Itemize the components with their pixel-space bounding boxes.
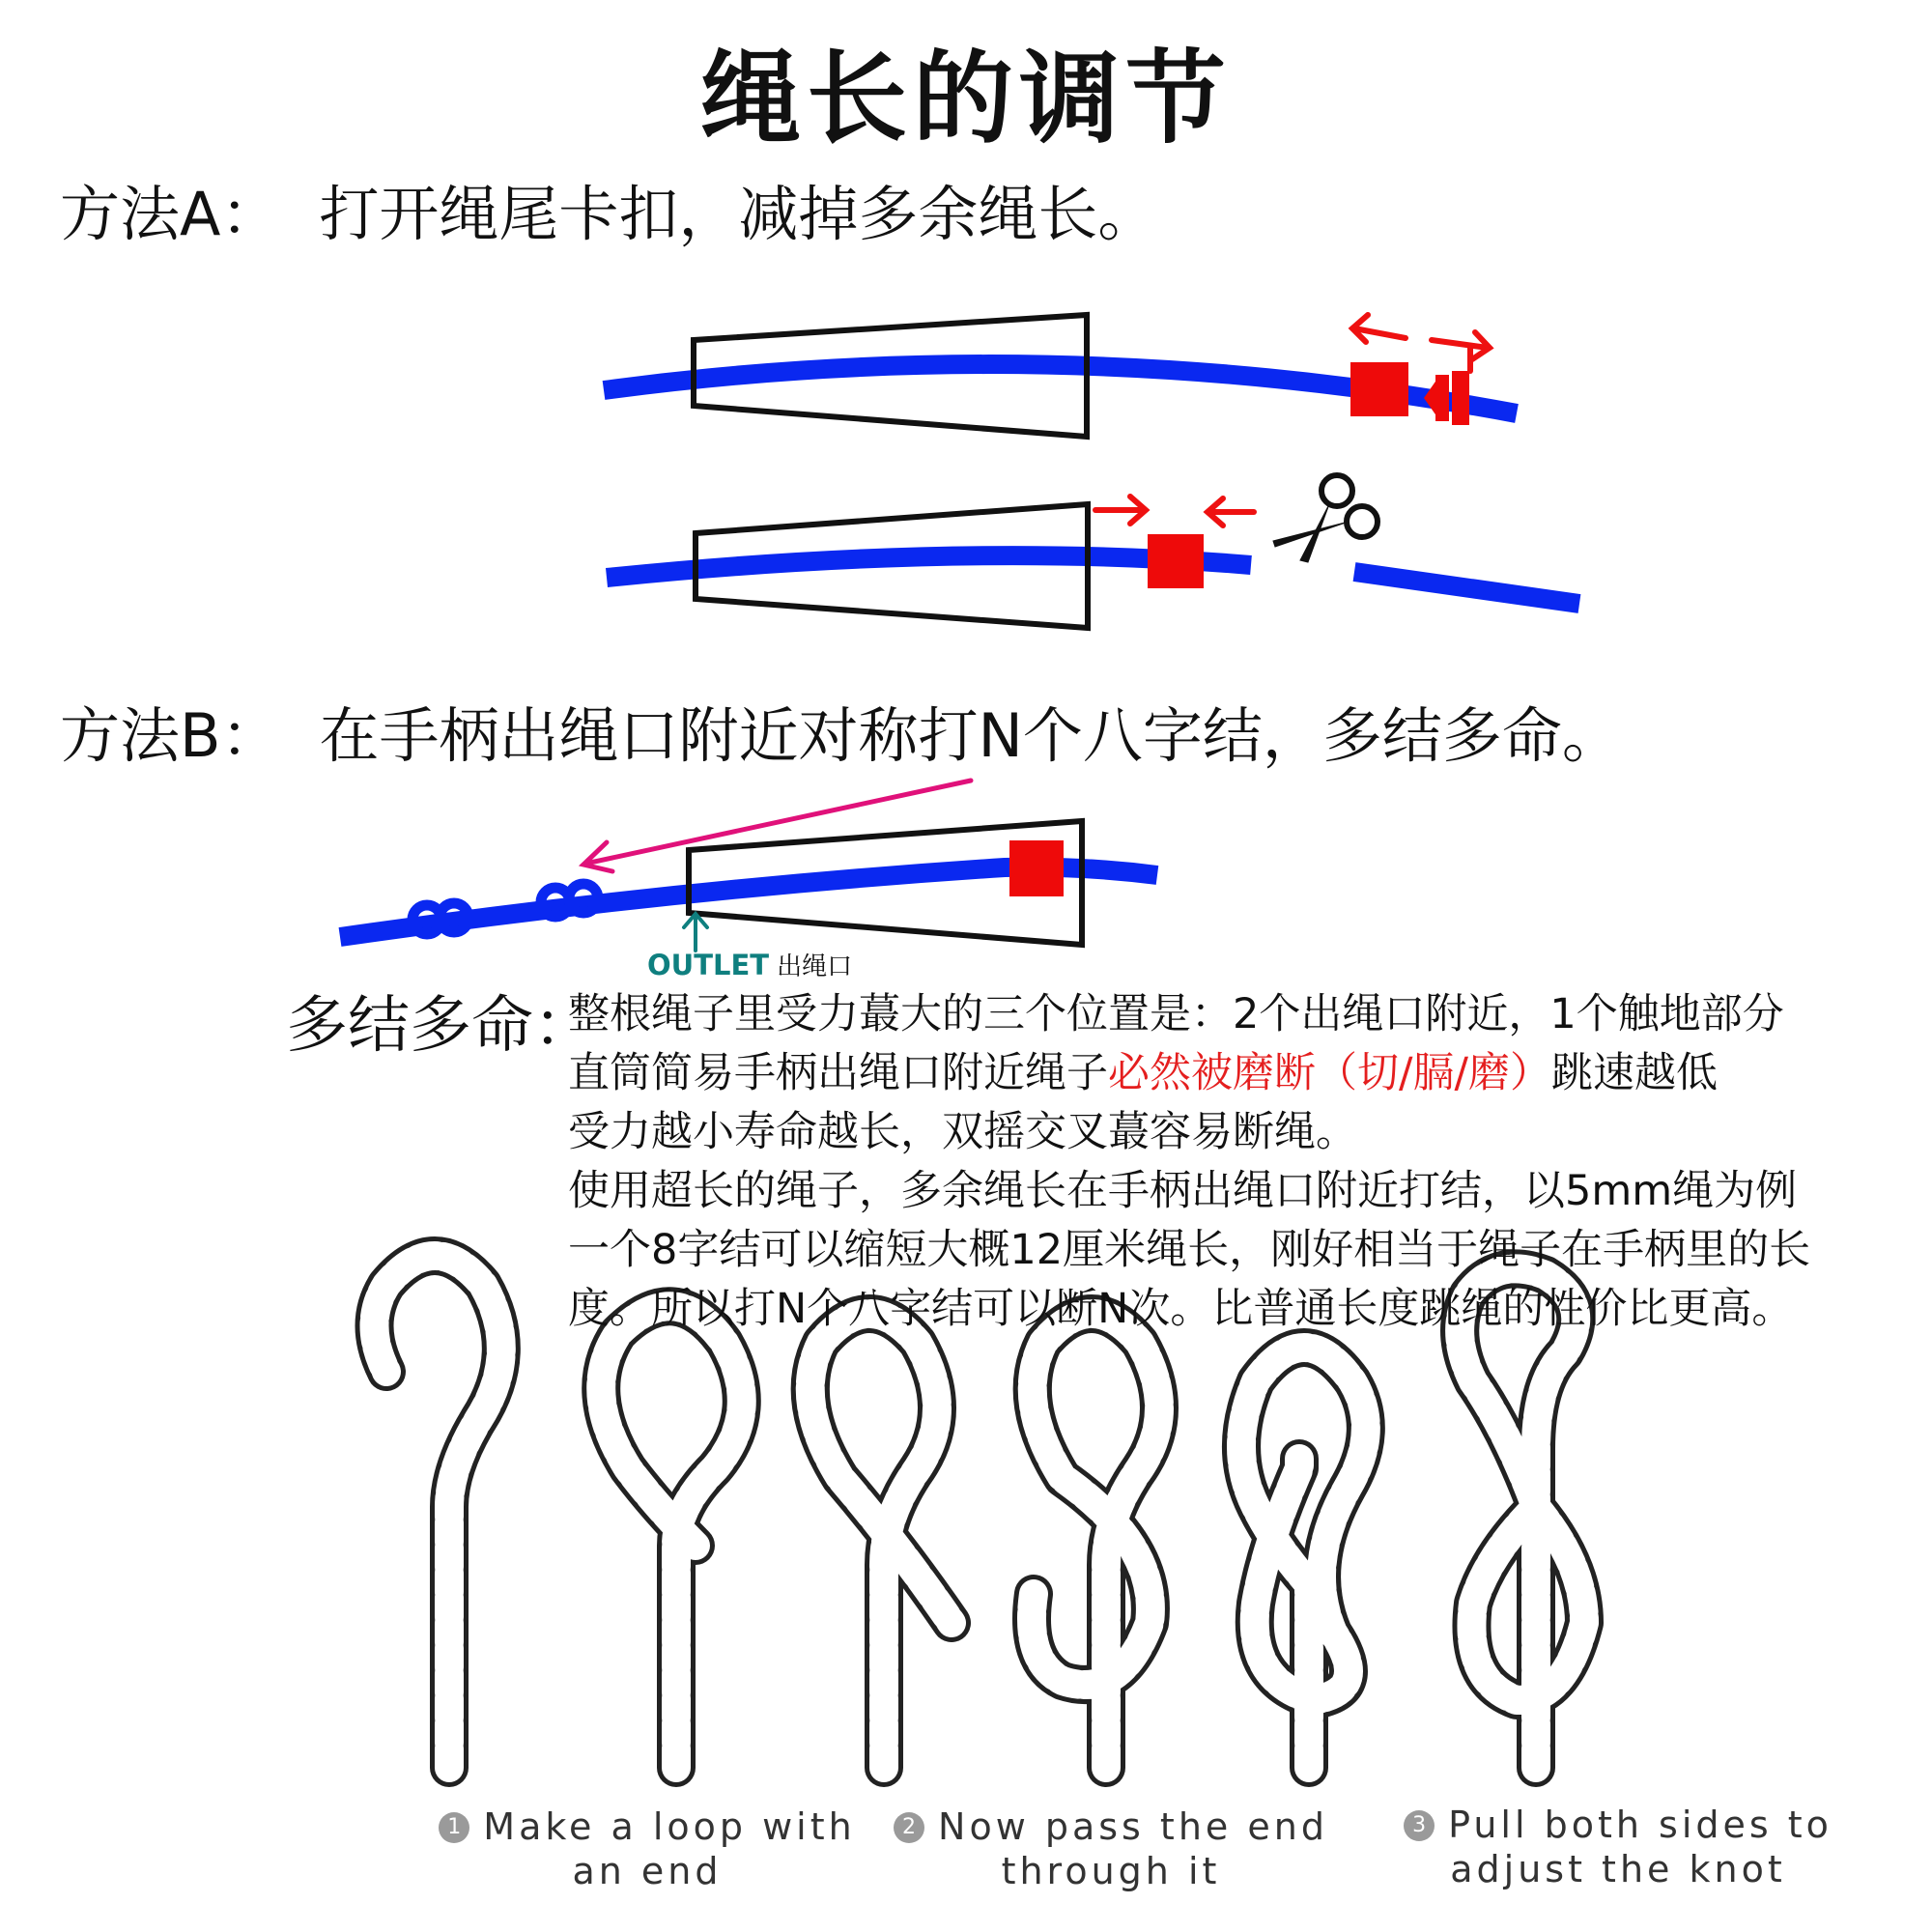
stopper	[1350, 362, 1408, 416]
knot-step-6-drawing	[1460, 1268, 1584, 1768]
stopper-cap	[1424, 371, 1469, 425]
method-b-heading	[60, 688, 1622, 774]
explanation-line: 整根绳子里受力蕞大的三个位置是：2个出绳口附近，1个触地部分	[568, 990, 1784, 1038]
explanation-line: 受力越小寿命越长，双摇交叉蕞容易断绳。	[568, 1108, 1357, 1156]
arrow-icon	[1432, 332, 1490, 371]
outlet-label-cn: 出绳口	[777, 952, 853, 981]
step-caption-line: Now pass the end	[938, 1805, 1328, 1848]
arrow-icon	[1208, 498, 1254, 526]
explanation-fragment: 跳速越低	[1550, 1049, 1718, 1097]
explanation-highlight: 必然被磨断（切/膈/磨）	[1108, 1049, 1551, 1097]
arrow-icon	[1352, 315, 1406, 342]
method-a-text: 打开绳尾卡扣，减掉多余绳长。	[319, 179, 1158, 249]
explanation-heading: 多结多命：	[286, 990, 595, 1062]
knot-step-3-drawing	[810, 1314, 952, 1768]
explanation-line	[568, 1044, 1810, 1103]
explanation-line: 使用超长的绳子，多余绳长在手柄出绳口附近打结，以5mm绳为例	[568, 1167, 1798, 1215]
method-a-diagram-1	[604, 315, 1517, 437]
step-caption-line: Make a loop with	[483, 1805, 856, 1848]
step-number-badge: 2	[894, 1812, 924, 1843]
method-b-label: 方法B：	[60, 700, 281, 771]
stopper	[1009, 840, 1064, 896]
step-number-badge: 1	[439, 1812, 469, 1843]
outlet-label-en: OUTLET	[647, 949, 770, 981]
step-number-badge: 3	[1404, 1810, 1435, 1841]
outlet-label	[647, 947, 852, 982]
method-a-label: 方法A：	[60, 179, 281, 249]
method-a-diagram-2	[607, 475, 1579, 628]
explanation-fragment: 直筒简易手柄出绳口附近绳子	[568, 1049, 1108, 1097]
arrow-icon	[1095, 497, 1146, 524]
outlet-arrow-icon	[684, 914, 707, 951]
knot-step-4-drawing	[1032, 1314, 1159, 1768]
page-title: 绳长的调节	[699, 40, 1232, 157]
method-b-diagram	[340, 781, 1157, 951]
method-b-text: 在手柄出绳口附近对称打N个八字结，多结多命。	[319, 700, 1622, 771]
step-caption-line: through it	[1001, 1850, 1221, 1892]
explanation-text	[568, 985, 1810, 1339]
step-caption-line: adjust the knot	[1450, 1848, 1786, 1890]
knot-step-5-drawing	[1241, 1348, 1366, 1768]
step-caption-line: an end	[572, 1850, 723, 1892]
explanation-line: 度。所以打N个八字结可以断N次。比普通长度跳绳的性价比更高。	[568, 1285, 1794, 1333]
explanation-line: 一个8字结可以缩短大概12厘米绳长，刚好相当于绳子在手柄里的长	[568, 1226, 1811, 1274]
scissors-icon	[1273, 475, 1378, 562]
rope-cut-end	[1354, 572, 1579, 604]
step-caption-2	[884, 1804, 1338, 1893]
step-caption-1	[425, 1804, 869, 1893]
stopper	[1148, 534, 1204, 588]
step-caption-line: Pull both sides to	[1448, 1804, 1833, 1846]
step-caption-3	[1391, 1803, 1845, 1891]
arrow-icon	[583, 781, 971, 871]
knot-step-2-drawing	[601, 1306, 742, 1768]
knot-step-1-drawing	[375, 1256, 501, 1768]
